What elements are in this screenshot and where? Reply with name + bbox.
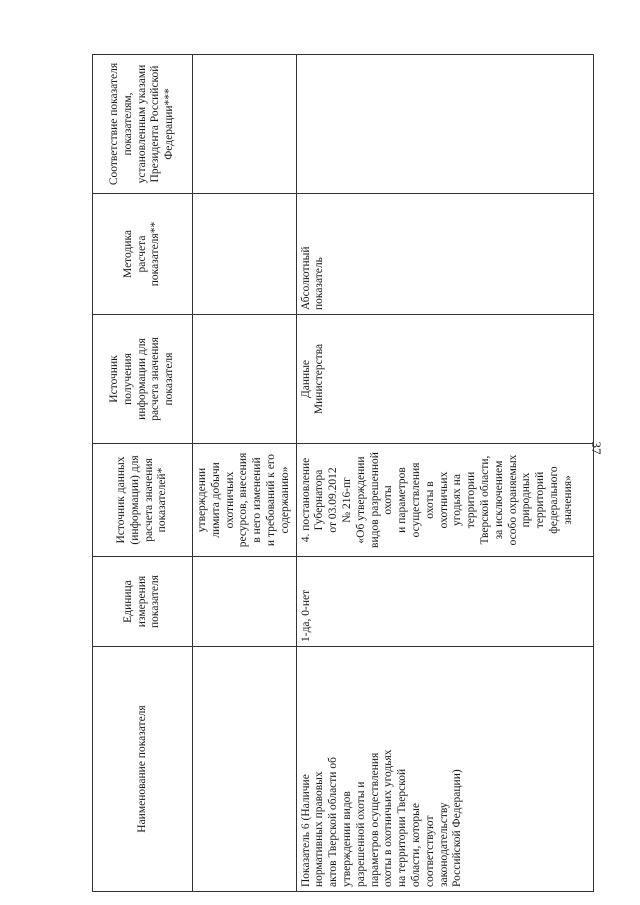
header-cell	[93, 557, 193, 647]
table-cell	[193, 647, 297, 892]
cell-line: охоты в	[423, 481, 436, 519]
cell-line: охоты	[382, 485, 395, 515]
header-line: расчета значения	[149, 337, 162, 421]
cell-line: федерального	[547, 466, 560, 534]
header-cell	[93, 444, 193, 557]
cell-line: Губернатора	[313, 469, 326, 531]
cell-line: охотничьих	[223, 471, 236, 529]
header-cell	[93, 315, 193, 444]
cell-line: территорий	[534, 471, 547, 529]
cell-line: и требований к его	[264, 453, 277, 547]
table-row	[193, 55, 297, 892]
table-cell	[193, 557, 297, 647]
cell-line: территории	[465, 471, 478, 529]
cell-line: ресурсов, внесения	[237, 452, 250, 548]
table-cell	[296, 647, 593, 892]
header-cell	[93, 55, 193, 194]
cell-line: Данные	[299, 359, 312, 399]
header-line: установленным указами	[135, 64, 148, 184]
header-line: Единица	[121, 580, 134, 623]
cell-line: актов Тверской области об	[327, 757, 340, 887]
cell-line: 4. постановление	[299, 457, 312, 543]
cell-line: от 03.09.2012	[327, 467, 340, 533]
cell-line: и параметров	[396, 467, 409, 533]
table-cell	[296, 55, 593, 194]
cell-line: особо охраняемых	[506, 454, 519, 546]
header-line: показателей*	[156, 467, 169, 533]
cell-line: содержанию»	[278, 466, 291, 534]
cell-line: значения»	[561, 475, 574, 525]
cell-line: угодьях на	[451, 474, 464, 526]
cell-line: «Об утверждении	[354, 456, 367, 544]
header-line: расчета	[135, 235, 148, 273]
cell-line: № 216-пг	[340, 477, 353, 523]
table-cell	[193, 444, 297, 557]
indicator-table	[92, 54, 594, 892]
cell-line: Абсолютный	[299, 246, 312, 310]
header-line: Методика	[121, 230, 134, 278]
header-line: показателя**	[149, 221, 162, 287]
cell-line: законодательству	[437, 802, 450, 887]
header-line: Федерации***	[163, 88, 176, 160]
table-cell	[296, 557, 593, 647]
cell-line: Российской Федерации)	[451, 769, 464, 887]
table-cell	[193, 55, 297, 194]
table-cell	[296, 315, 593, 444]
cell-line: в него изменений	[251, 457, 264, 543]
header-line: расчета значения	[142, 458, 155, 542]
cell-line: утверждении видов	[340, 791, 353, 887]
rotated-table-container	[92, 55, 594, 892]
table-row	[296, 55, 593, 892]
cell-line: Министерства	[313, 343, 326, 415]
header-line: Наименование показателя	[135, 705, 148, 833]
header-line: Источник данных	[114, 456, 127, 544]
table-cell	[193, 315, 297, 444]
cell-line: разрешенной охоты и	[354, 781, 367, 887]
table-cell	[296, 444, 593, 557]
table-cell	[296, 194, 593, 315]
header-line: информации для	[135, 338, 148, 420]
cell-line: видов разрешенной	[368, 452, 381, 548]
cell-line: Показатель 6 (Наличие	[299, 774, 312, 887]
header-line: Соответствие показателя	[108, 62, 120, 186]
cell-line: соответствуют	[423, 815, 436, 887]
header-line: показателя	[149, 575, 162, 628]
header-line: получения	[121, 353, 134, 405]
cell-line: осуществления	[409, 462, 422, 538]
page-number: 37	[589, 441, 604, 455]
table-header-row	[93, 55, 193, 892]
cell-line: лимита добычи	[209, 462, 222, 538]
cell-line: параметров осуществления	[368, 752, 381, 887]
table-cell	[193, 194, 297, 315]
header-line: Источник	[108, 355, 120, 403]
cell-line: нормативных правовых	[313, 771, 326, 887]
header-cell	[93, 647, 193, 892]
cell-line: на территории Тверской	[396, 768, 409, 887]
cell-line: за исключением	[492, 460, 505, 540]
cell-line: охоты в охотничьих угодьях	[382, 749, 395, 887]
header-cell	[93, 194, 193, 315]
cell-line: показатель	[313, 257, 326, 310]
header-line: (информации) для	[128, 455, 141, 545]
header-line: показателя	[163, 352, 176, 406]
cell-line: утверждении	[196, 467, 208, 533]
header-line: Президента Российской	[149, 65, 162, 183]
cell-line: Тверской области,	[478, 455, 491, 545]
cell-line: 1-да, 0-нет	[299, 589, 312, 642]
header-line: измерения	[135, 575, 148, 628]
cell-line: охотничьих	[437, 471, 450, 529]
cell-line: области, которые	[409, 803, 422, 887]
header-line: показателям,	[121, 92, 134, 156]
cell-line: природных	[520, 472, 533, 528]
